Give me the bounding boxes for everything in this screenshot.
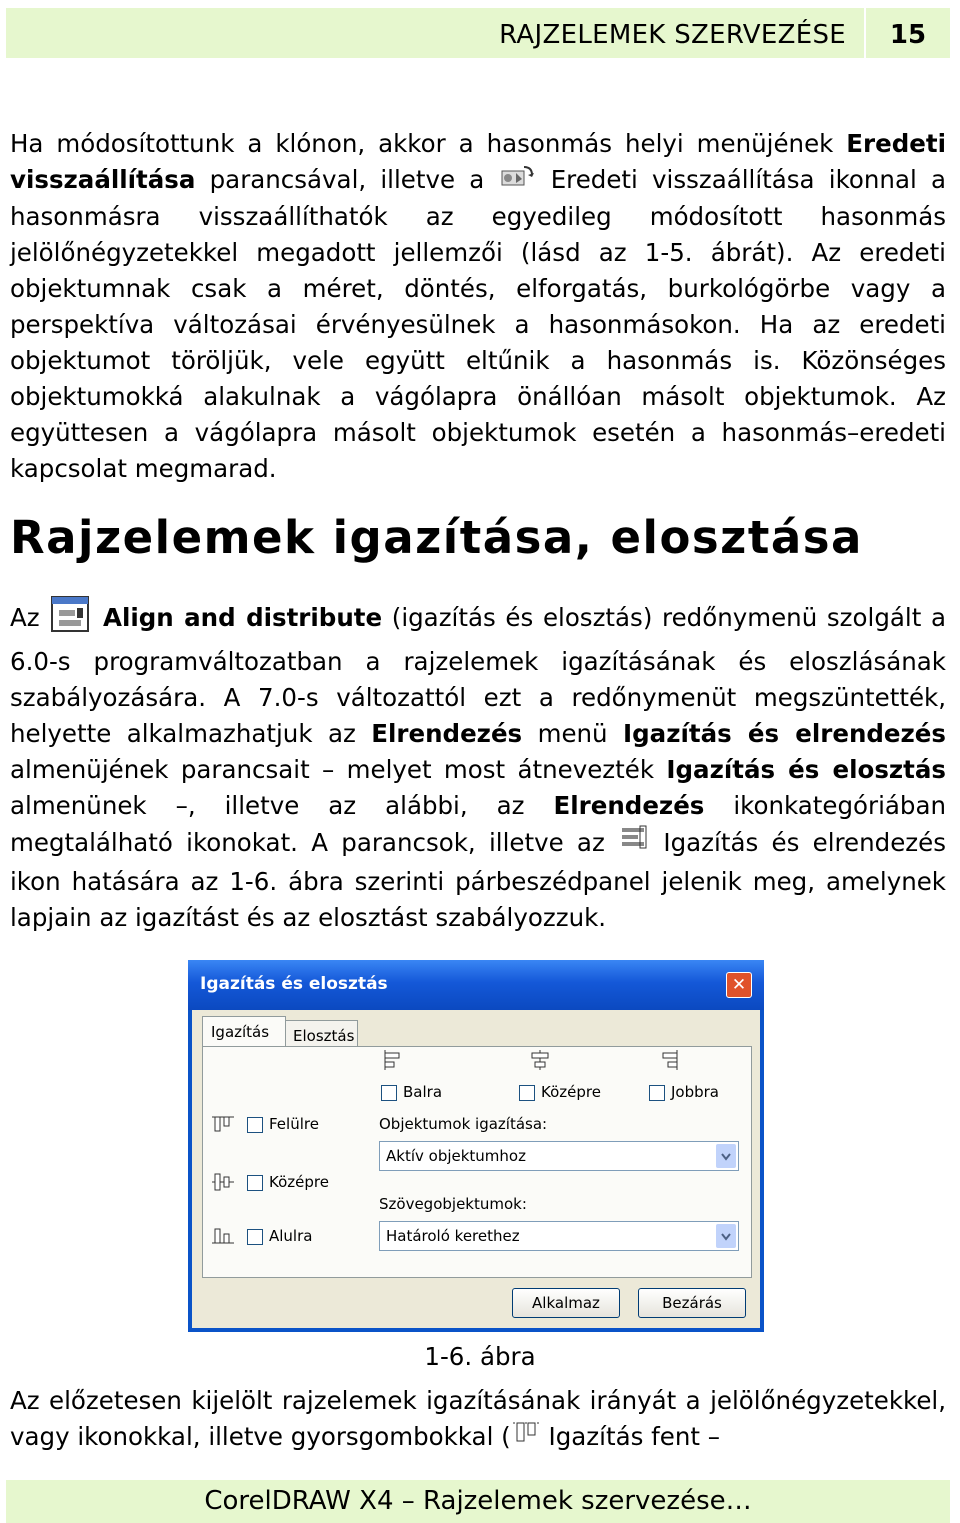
center-horizontal-label: Középre <box>541 1083 601 1101</box>
chevron-down-icon[interactable] <box>716 1144 736 1168</box>
center-horizontal-checkbox[interactable] <box>519 1085 535 1101</box>
text-objects-select[interactable] <box>379 1221 739 1251</box>
page-number: 15 <box>889 20 927 50</box>
align-bottom-icon <box>211 1225 235 1247</box>
left-checkbox[interactable] <box>381 1085 397 1101</box>
text-run: Igazítás és elrendezés ikon hatására az 1-6. ábra szerinti párbeszédpanel jelenik meg, amelynek lapjain az igazítást és az elosztást szabályozzuk. <box>10 828 946 932</box>
text-run: (igazítás és elosztás) redőnymenü szolgált a 6.0-s programváltozatban a rajzelemek igazításának és eloszlásának szabályozására. A 7.0-s változattól ezt a redőnymenüt megszüntették, helyette alkalmazhatjuk az <box>10 603 946 748</box>
bold-term: Elrendezés <box>553 791 705 820</box>
footer-text: CorelDRAW X4 – Rajzelemek szervezése… <box>204 1486 752 1516</box>
text-run: almenünek –, illetve az alábbi, az <box>10 791 554 820</box>
text-run: Az előzetesen kijelölt rajzelemek igazításának irányát a jelölőnégyzetekkel, vagy ikonokkal, illetve gyorsgombokkal ( <box>10 1386 946 1451</box>
align-left-icon <box>381 1049 403 1071</box>
align-right-icon <box>659 1049 681 1071</box>
text-run: Ha módosítottunk a klónon, akkor a hasonmás helyi menüjének <box>10 129 847 158</box>
align-top-icon <box>511 1419 541 1457</box>
dialog-body <box>192 1010 760 1328</box>
align-distribute-dialog <box>188 960 764 1332</box>
bold-term: Align and distribute <box>102 603 383 632</box>
align-center-horizontal-icon <box>529 1049 551 1071</box>
align-objects-value: Aktív objektumhoz <box>386 1147 526 1165</box>
right-label: Jobbra <box>671 1083 720 1101</box>
close-button[interactable]: Bezárás <box>638 1288 746 1318</box>
right-checkbox[interactable] <box>649 1085 665 1101</box>
close-icon[interactable]: ✕ <box>726 972 752 998</box>
dialog-title: Igazítás és elosztás <box>200 974 388 994</box>
paragraph-align-distribute <box>10 594 946 936</box>
paragraph-alignment-direction <box>10 1383 946 1457</box>
top-checkbox[interactable] <box>247 1117 263 1133</box>
align-and-order-icon <box>618 824 650 864</box>
text-run: Az <box>10 603 50 632</box>
tab-align[interactable] <box>202 1016 286 1047</box>
center-vertical-checkbox[interactable] <box>247 1175 263 1191</box>
text-run: parancsával, illetve a <box>195 165 499 194</box>
section-heading: Rajzelemek igazítása, elosztása <box>10 511 863 564</box>
chapter-title: RAJZELEMEK SZERVEZÉSE <box>499 20 846 50</box>
bottom-label: Alulra <box>269 1227 313 1245</box>
tab-label: Igazítás <box>211 1023 270 1041</box>
align-objects-label: Objektumok igazítása: <box>379 1115 548 1133</box>
text-run: ikonkategóriában megtalálható ikonokat. A parancsok, illetve az <box>10 791 946 857</box>
top-label: Felülre <box>269 1115 319 1133</box>
tab-label: Elosztás <box>293 1027 355 1045</box>
align-center-vertical-icon <box>211 1171 235 1193</box>
bold-term: Igazítás és elosztás <box>666 755 946 784</box>
text-objects-value: Határoló kerethez <box>386 1227 520 1245</box>
text-run: menü <box>522 719 624 748</box>
text-run: Eredeti visszaállítása ikonnal a hasonmásra visszaállíthatók az egyedileg módosított hasonmás jelölőnégyzetekkel megadott jellemzői (lásd az 1-5. ábrát). Az eredeti objektumnak csak a méret, döntés, elforgatás, burkológörbe vagy a perspektíva változásai érvényesülnek a hasonmásokon. Ha az eredeti objektumot töröljük, vele együtt eltűnik a hasonmás is. Közönséges objektumokká alakulnak a vágólapra önállóan másolt objektumok. Az együttesen a vágólapra másolt objektumok esetén a hasonmás–eredeti kapcsolat megmarad. <box>10 165 946 483</box>
align-distribute-icon <box>49 594 93 644</box>
text-run: Igazítás fent – <box>540 1422 721 1451</box>
apply-button[interactable]: Alkalmaz <box>512 1288 620 1318</box>
bold-term: Igazítás és elrendezés <box>623 719 947 748</box>
left-label: Balra <box>403 1083 443 1101</box>
align-top-icon <box>211 1113 235 1135</box>
text-objects-label: Szövegobjektumok: <box>379 1195 527 1213</box>
center-vertical-label: Középre <box>269 1173 329 1191</box>
bold-term: Eredeti visszaállítása <box>10 129 946 194</box>
text-run: almenüjének parancsait – melyet most átnevezték <box>10 755 667 784</box>
chevron-down-icon[interactable] <box>716 1224 736 1248</box>
page-header <box>6 8 950 58</box>
restore-original-icon <box>498 163 536 199</box>
align-panel <box>202 1046 752 1278</box>
tab-distribute[interactable] <box>284 1020 358 1047</box>
page-footer <box>6 1480 950 1523</box>
dialog-titlebar <box>188 960 764 1010</box>
align-objects-select[interactable] <box>379 1141 739 1171</box>
bottom-checkbox[interactable] <box>247 1229 263 1245</box>
paragraph-clone-restore <box>10 126 946 487</box>
figure-caption: 1-6. ábra <box>424 1342 536 1371</box>
bold-term: Elrendezés <box>371 719 523 748</box>
